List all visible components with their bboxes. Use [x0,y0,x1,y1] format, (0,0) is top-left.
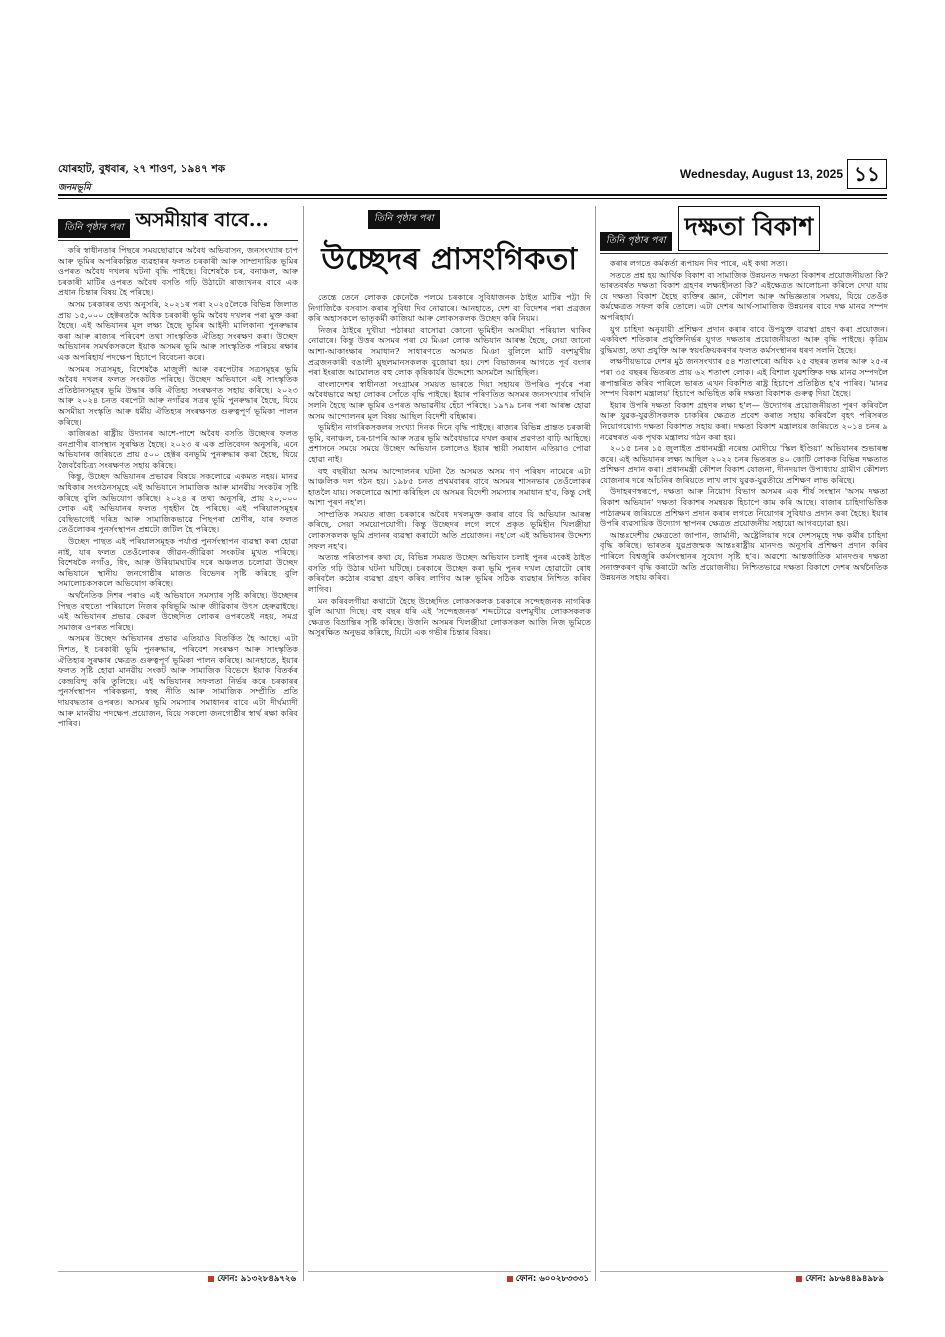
author-phone [796,1272,884,1286]
article-column-3 [600,206,888,1286]
article-title: উচ্ছেদৰ প্ৰাসংগিকতা [321,242,578,277]
continued-kicker: তিনি পৃষ্ঠাৰ পৰা [368,210,440,229]
author-phone [507,1272,589,1286]
author-phone [208,1272,296,1286]
article-title: দক্ষতা বিকাশ [678,206,821,251]
dateline: যোৰহাট, বুধবাৰ, ২৭ শাওণ, ১৯৪৭ শক [58,163,226,175]
paragraph: আন্তঃদেশীয় ক্ষেত্ৰতো জাপান, জাৰ্মানী, অষ্ট্ৰেলিয়াৰ দৰে দেশসমূহে দক্ষ কৰ্মীৰ চাহিদা বৃদ্ধি কৰিছে। ভাৰতৰ যুৱপ্ৰজন্মক আন্তঃৰাষ্ট্ৰীয় মানদণ্ড অনুসৰি প্ৰশিক্ষণ প্ৰদান কৰিব পাৰিলে বিশ্বজুৰি কৰ্মসংস্থানৰ সুযোগ সৃষ্টি হ'ব। অৱশ্যে আন্তৰ্জাতিক মানদণ্ডৰ দক্ষতা সনাক্তকৰণ বৃদ্ধি কৰাটো অতি প্ৰয়োজনীয়। নিশ্চিতভাৱে দক্ষতা বিকাশে দেশৰ অৰ্থনৈতিক উন্নয়নত সহায় কৰিব। [600,529,888,583]
article-heading [58,206,298,241]
paragraph: উদাহৰণস্বৰূপে, দক্ষতা আৰু নিয়োগ বিভাগ অসমৰ এক শীৰ্ষ সংস্থান 'অসম দক্ষতা বিকাশ অভিযান' দক্ষতা বিকাশৰ সমন্বয়ক হিচাপে কাম কৰি আছে। বাজাৰ চাহিদাভিত্তিক পাঠ্যক্ৰমৰ জৰিয়তে প্ৰশিক্ষণ প্ৰদান কৰাৰ লগতে নিয়োগৰ সুবিধাও প্ৰদান কৰা হৈছে। ইয়াৰ উপৰি ব্যৱসায়িক উদ্যোগ স্থাপনৰ ক্ষেত্ৰত প্ৰয়োজনীয় সহায়ো আগবঢ়োৱা হয়। [600,486,888,529]
paragraph: সততে প্ৰশ্ন হয় আৰ্থিক বিকাশ বা সামাজিক উন্নয়নত দক্ষতা বিকাশৰ প্ৰয়োজনীয়তা কি? ভাৰতবৰ্ষত দক্ষতা বিকাশ গ্ৰহণৰ লক্ষ্যহীনতা কি? এইক্ষেত্ৰত আলোচনা কৰিলে দেখা যায় যে দক্ষতা বিকাশ হৈছে ব্যক্তিৰ জ্ঞান, কৌশল আৰু অভিজ্ঞতাৰ সমন্বয়, যিয়ে তেওঁক কৰ্মক্ষেত্ৰত সফল কৰি তোলে। এটা দেশৰ আৰ্থ-সামাজিক উন্নয়নৰ বাবে দক্ষ মানৱ সম্পদ অপৰিহাৰ্য। [600,269,888,322]
bullet-square-icon [507,1276,513,1282]
paragraph: বহু বছৰীয়া অসম আন্দোলনৰ ঘটনা তৈ অসমত অসম গণ পৰিষদ নামেৰে এটা আঞ্চলিক দল গঠন হয়। ১৯৮৫ চনত প্ৰথমবাৰৰ বাবে অসমৰ শাসনভাৰ তেওঁলোকৰ হাতলৈ যায়। সকলোৱে আশা কৰিছিল যে অসমৰ বিদেশী সমস্যাৰ সমাধান হ'ব, কিন্তু সেই আশা পূৰণ নহ'ল। [308,465,591,508]
column-divider [303,206,304,1281]
paragraph: কাজিৰঙা ৰাষ্ট্ৰীয় উদ্যানৰ আশে-পাশে অবৈধ বসতি উচ্ছেদৰ ফলত বনপ্ৰাণীৰ বাসস্থান সুৰক্ষিত হৈছে। ২০২৩ ৰ এক প্ৰতিবেদন অনুসৰি, এনে অভিযানৰ জৰিয়তে প্ৰায় ৫০০ হেক্টৰ বনভূমি পুনৰুদ্ধাৰ কৰা হৈছে, যিয়ে জৈববৈচিত্ৰ্য সংৰক্ষণত সহায় কৰিছে। [58,428,298,470]
phone-text: ফোন: ৬০০২৮৩৩৩১ [515,1274,589,1284]
article-column-2 [308,206,591,1286]
article-body [308,292,591,638]
paragraph: ভূমিহীন নাগৰিকসকলৰ সংখ্যা দিনক দিনে বৃদ্ধি পাইছে। ৰাজ্যৰ বিভিন্ন প্ৰান্তত চৰকাৰী ভূমি, বনাঞ্চল, চৰ-চাপৰি আৰু সত্ৰৰ ভূমি অবৈধভাৱে দখল কৰাৰ প্ৰৱণতা বাঢ়ি আহিছে। প্ৰশাসনে সময়ে সময়ে উচ্ছেদ অভিযান চলালেও ইয়াৰ স্থায়ী সমাধান এতিয়াও পোৱা হোৱা নাই। [308,422,591,464]
phone-text: ফোন: ৯৮৬৪৪৯৪৯৮৯ [805,1274,884,1284]
header-rule-thin [58,198,887,199]
article-body [58,245,298,729]
paragraph: মন কৰিবলগীয়া কথাটো হৈছে উচ্ছেদিত লোকসকলক চৰকাৰে সন্দেহজনক নাগৰিক বুলি আখ্যা দিছে। বহু বছৰ ধৰি এই 'সন্দেহজনক' শব্দটোৱে বংশমুখীয় লোকসকলক ক্ষেত্ৰত বিভ্ৰান্তিৰ সৃষ্টি কৰিছে। উজনি অসমৰ খিলঞ্জীয়া লোকসকল আজি নিজ ভূমিতে অসুৰক্ষিত অনুভৱ কৰিছে, যিটো এক গভীৰ চিন্তাৰ বিষয়। [308,595,591,638]
bullet-square-icon [208,1276,214,1282]
paragraph: বাংলাদেশৰ স্বাধীনতা সংগ্ৰামৰ সময়ত ভাৰতে দিয়া সহায়ৰ উপৰিও পূৰ্বৰে পৰা অবৈধভাৱে অহা লোকৰ সোঁতে বৃদ্ধি পাইছে। ইয়াৰ পৰিণতিত অসমৰ জনসংখ্যাৰ গাঁথনি সলনি হৈছে আৰু ভূমিৰ ওপৰত অভাৱনীয় হেঁচা পৰিছে। ১৯৭৯ চনৰ পৰা আৰম্ভ হোৱা অসম আন্দোলনৰ মূল বিষয় আছিল বিদেশী বহিষ্কাৰ। [308,378,591,421]
continued-kicker: তিনি পৃষ্ঠাৰ পৰা [600,232,672,251]
column-divider [595,206,596,1281]
english-date: Wednesday, August 13, 2025 [679,167,843,181]
paragraph: কৰাৰ লগতে কৰ্মকৰ্তা ৰূপায়ন দিব পাৰে, এই কথা সত্য। [610,258,788,268]
paragraph: নিজৰ ঠাইৰে দুখীয়া পঠাৰয়া বাসোৱা কোনো ভূমিহীন অসমীয়া পৰিয়াল থাকিব নোৱাৰে। কিন্তু উত্তৰ অসমৰ পৰা যে মিঞা লোক অভিযান আৰম্ভ হৈছে, সেয়া জানো আশা-আকাংক্ষাৰ সমাধান? সাধাৰণতে অসমত মিঞা বুলিলে মাটি বংশমুখীয় প্ৰব্ৰজনকাৰী বঙালী মুছলমানসকলক বুজোৱা হয়। দেশ বিভাজনৰ আগতে পূৰ্ব বংগৰ পৰা ইংৰাজ আমোলত বহু লোক কৃষিকাৰ্যৰ উদ্দেশ্যে অসমলৈ আহিছিল। [308,324,591,378]
phone-text: ফোন: ৯১৩২৮৪৯৭২৬ [217,1274,296,1284]
bullet-square-icon [796,1276,802,1282]
page-number: ১১ [847,159,887,189]
header-rule [58,194,887,196]
article-body [600,258,888,583]
paragraph: কৰি স্বাধীনতাৰ পিছৰে সময়ছোৱাৰে অবৈধ অভিবাসন, জনসংখ্যাৰ চাপ আৰু ভূমিৰ অপৰিকল্পিত ব্যৱহাৰৰ ফলত চৰকাৰী আৰু সাম্প্ৰদায়িক ভূমিৰ ওপৰত অবৈধ দখলৰ ঘটনা বৃদ্ধি পাইছে। বিশেষকৈ চৰ, বনাঞ্চল, আৰু চৰকাৰী মাটিৰ ওপৰত অবৈধ বসতি গঢ়ি উঠাটো ৰাজ্যখনৰ বাবে এক প্ৰধান চিন্তাৰ বিষয় হৈ পৰিছে। [58,245,298,298]
continued-kicker: তিনি পৃষ্ঠাৰ পৰা [58,219,130,238]
paragraph: সাম্প্ৰতিক সময়ত ৰাজ্য চৰকাৰে অবৈধ দখলমুক্ত কৰাৰ বাবে যি অভিযান আৰম্ভ কৰিছে, সেয়া সময়োপযোগী। কিন্তু উচ্ছেদৰ লগে লগে প্ৰকৃত ভূমিহীন খিলঞ্জীয়া লোকসকলক ভূমি প্ৰদানৰ ব্যৱস্থা কৰাটো অতি প্ৰয়োজন। নহ'লে এই অভিযানৰ উদ্দেশ্য সফল নহ'ব। [308,508,591,551]
article-column-1 [58,206,298,1286]
paragraph: কিন্তু, উচ্ছেদ অভিযানৰ প্ৰভাৱৰ বিষয়ে সকলোৱে একমত নহয়। মানৱ অধিকাৰ সংগঠনসমূহে এই অভিযানে সামাজিক আৰু মানৱীয় সংকটৰ সৃষ্টি কৰিছে বুলি অভিযোগ কৰিছে। ২০২৪ ৰ তথ্য অনুসৰি, প্ৰায় ২০,০০০ লোক এই অভিযানৰ ফলত গৃহহীন হৈ পৰিছে। এই পৰিয়ালসমূহৰ বেছিভাগেই দৰিদ্ৰ আৰু সামাজিকভাৱে পিছপৰা শ্ৰেণীৰ, যাৰ ফলত তেওঁলোকৰ পুনৰ্সংস্থাপন প্ৰশ্নটো জটিল হৈ পৰিছে। [58,471,298,535]
paragraph: অত্যন্ত পৰিতাপৰ কথা যে, বিভিন্ন সময়ত উচ্ছেদ অভিযান চলাই পুনৰ একেই ঠাইত বসতি গঢ়ি উঠাৰ ঘটনা ঘটিছে। চৰকাৰে উচ্ছেদ কৰা ভূমি পুনৰ দখল হোৱাটো ৰোধ কৰিবলৈ কঠোৰ ব্যৱস্থা গ্ৰহণ কৰিব লাগিব আৰু ভূমিৰ সঠিক ব্যৱহাৰ নিশ্চিত কৰিব লাগিব। [308,552,591,595]
masthead-logo: জনমভূমি [58,183,91,193]
paragraph: ২০১৫ চনৰ ১৫ জুলাইত প্ৰধানমন্ত্ৰী নৰেন্দ্ৰ মোদীয়ে 'স্কিল ইণ্ডিয়া' অভিযানৰ শুভাৰম্ভ কৰে। এই অভিযানৰ লক্ষ্য আছিল ২০২২ চনৰ ভিতৰত ৪০ কোটি লোকক বিভিন্ন দক্ষতাত প্ৰশিক্ষণ প্ৰদান কৰা। প্ৰধানমন্ত্ৰী কৌশল বিকাশ যোজনা, দীনদয়াল উপাধ্যায় গ্ৰামীণ কৌশল্য যোজনাৰ দৰে আঁচনিৰ জৰিয়তে লাখ লাখ যুৱক-যুৱতীয়ে প্ৰশিক্ষণ লাভ কৰিছে। [600,443,888,485]
paragraph: অসম চৰকাৰৰ তথ্য অনুসৰি, ২০২১ৰ পৰা ২০২৫লৈকে বিভিন্ন জিলাত প্ৰায় ১৫,০০০ হেক্টৰতকৈ অধিক চৰকাৰী ভূমি অবৈধ দখলৰ পৰা মুক্ত কৰা হৈছে। এই অভিযানৰ মূল লক্ষ্য হৈছে ভূমিৰ আইনী মালিকানা পুনৰুদ্ধাৰ কৰা আৰু ৰাজ্যৰ পৰিবেশ তথা সাংস্কৃতিক ঐতিহ্য সংৰক্ষণ কৰা। উচ্ছেদ অভিযানৰ সমৰ্থকসকলে ইয়াক অসমৰ ভূমি আৰু সাংস্কৃতিক পৰিচয় ৰক্ষাৰ এক অপৰিহাৰ্য পদক্ষেপ হিচাপে বিবেচনা কৰে। [58,298,298,362]
paragraph: অসমৰ উচ্ছেদ অভিযানৰ প্ৰভাৱ এতিয়াও বিতৰ্কিত হৈ আছে। এটা দিশত, ই চৰকাৰী ভূমি পুনৰুদ্ধাৰ, পৰিবেশ সংৰক্ষণ আৰু সাংস্কৃতিক ঐতিহ্যৰ সুৰক্ষাৰ ক্ষেত্ৰত গুৰুত্বপূৰ্ণ ভূমিকা পালন কৰিছে। আনহাতে, ইয়াৰ ফলত সৃষ্টি হোৱা মানৱীয় সংকট আৰু সামাজিক বিভেদে ইয়াক বিতৰ্কৰ কেন্দ্ৰবিন্দু কৰি তুলিছে। এই অভিযানৰ সফলতা নিৰ্ভৰ কৰে চৰকাৰৰ পুনৰ্সংস্থাপন পৰিকল্পনা, স্বচ্ছ নীতি আৰু সামাজিক সম্প্ৰীতি প্ৰতি দায়বদ্ধতাৰ ওপৰত। অসমৰ ভূমি সমস্যাৰ সমাধানৰ বাবে এটা দীৰ্ঘম্যাদী আৰু মানৱীয় পদক্ষেপ প্ৰয়োজন, যিয়ে সকলো জনগোষ্ঠীৰ স্বাৰ্থ ৰক্ষা কৰিব পাৰিব। [58,633,298,729]
paragraph: ইয়াৰ উপৰি দক্ষতা বিকাশ গ্ৰহণৰ লক্ষ্য হ'ল— উদ্যোগৰ প্ৰয়োজনীয়তা পূৰণ কৰিবলৈ আৰু যুৱক-যুৱতীসকলক চাকৰিৰ ক্ষেত্ৰত প্ৰবেশ কৰাত সহায় কৰিবলৈ বৃহৎ পৰিসৰত নিয়োগযোগ্য দক্ষতা বিকাশত সহায় কৰা। দক্ষতা বিকাশ মন্ত্ৰালয়ৰ জৰিয়তে ২০১৪ চনৰ ৯ নৱেম্বৰত এক পৃথক মন্ত্ৰালয় গঠন কৰা হয়। [600,399,888,442]
article-title: অসমীয়াৰ বাবে... [135,209,269,231]
page-header [58,160,887,192]
paragraph: লক্ষণীয়ভাৱে দেশৰ মুঠ জনসংখ্যাৰ ৫৪ শতাংশৰো অধিক ২৫ বছৰৰ তলৰ আৰু ২৫-ৰ পৰা ৩৫ বছৰৰ ভিতৰত প্ৰায় ৬২ শতাংশ লোক। এই বিশাল যুৱশক্তিক দক্ষ মানৱ সম্পদলৈ ৰূপান্তৰিত কৰিব পাৰিলে ভাৰত এখন বিকশিত ৰাষ্ট্ৰ হিচাপে প্ৰতিষ্ঠিত হ'ব পাৰিব। 'মানৱ সম্পদ বিকাশ মন্ত্ৰালয়' হিচাপে অভিহিত কৰি দক্ষতা বিকাশক গুৰুত্ব দিয়া হৈছে। [600,356,888,399]
paragraph: অৰ্থনৈতিক দিশৰ পৰাও এই অভিযানে সমস্যাৰ সৃষ্টি কৰিছে। উচ্ছেদৰ পিছত বহুতো পৰিয়ালে নিজৰ কৃষিভূমি আৰু জীৱিকাৰ উৎস হেৰুৱাইছে। এই অভিযানৰ প্ৰভাৱ কেৱল উচ্ছেদিত লোকৰ ওপৰতেই নহয়, সমগ্ৰ সমাজৰ ওপৰত পৰিছে। [58,590,298,632]
paragraph: অসমৰ সত্ৰসমূহ, বিশেষকৈ মাজুলী আৰু বৰপেটাৰ সত্ৰসমূহৰ ভূমি অবৈধ দখলৰ ফলত সংকটত পৰিছে। উচ্ছেদ অভিযানে এই সাংস্কৃতিক প্ৰতিষ্ঠানসমূহৰ ভূমি উদ্ধাৰ কৰি ঐতিহ্য সংৰক্ষণত সহায় কৰিছে। ২০২৩ আৰু ২০২৪ চনত বৰপেটা আৰু নগাঁৱৰ সত্ৰৰ ভূমি পুনৰুদ্ধাৰ হৈছে, যিয়ে অসমীয়া সংস্কৃতি আৰু ধৰ্মীয় ঐতিহ্যৰ সংৰক্ষণত গুৰুত্বপূৰ্ণ ভূমিকা পালন কৰিছে। [58,363,298,427]
paragraph: তেন্তে তেনে লোকক কেনেকৈ পলমে চৰকাৰে সুবিধাজনক ঠাইত মাটিৰ পট্টা দি নিগাজিকৈ বসবাস কৰাৰ সুবিধা দিব নোৱাৰে। আনহাতে, দেশ বা বিদেশৰ পৰা প্ৰব্ৰজন কৰি অহাসকলে ভাতৃকৰ্মী কাজিয়া আৰু লোকসকলক উচ্ছেদ কৰি নিয়ম। [308,292,591,324]
paragraph: যুগ চাহিদা অনুযায়ী প্ৰশিক্ষণ প্ৰদান কৰাৰ বাবে উপযুক্ত ব্যৱস্থা গ্ৰহণ কৰা প্ৰয়োজন। একবিংশ শতিকাৰ প্ৰযুক্তিনিৰ্ভৰ যুগত দক্ষতাৰ প্ৰয়োজনীয়তা আৰু বৃদ্ধি পাইছে। কৃত্ৰিম বুদ্ধিমত্তা, তথ্য প্ৰযুক্তি আৰু স্বয়ংক্ৰিয়কৰণৰ ফলত কৰ্মসংস্থানৰ ধৰণ সলনি হৈছে। [600,323,888,355]
paragraph: উচ্ছেদ পাছত এই পৰিয়ালসমূহক পৰ্যাপ্ত পুনৰ্সংস্থাপন ব্যৱস্থা কৰা হোৱা নাই, যাৰ ফলত তেওঁলোকৰ জীৱন-জীৱিকা সংকটৰ মুখত পৰিছে। বিশেষকৈ নগাঁও, ধিং, আৰু উৰিয়ামঘাটৰ দৰে অঞ্চলত চলোৱা উচ্ছেদ অভিযানে স্থানীয় জনগোষ্ঠীৰ মাজত বিভেদৰ সৃষ্টি কৰিছে বুলি সমালোচকসকলে অভিযোগ কৰিছে। [58,536,298,589]
article-heading [600,206,888,254]
